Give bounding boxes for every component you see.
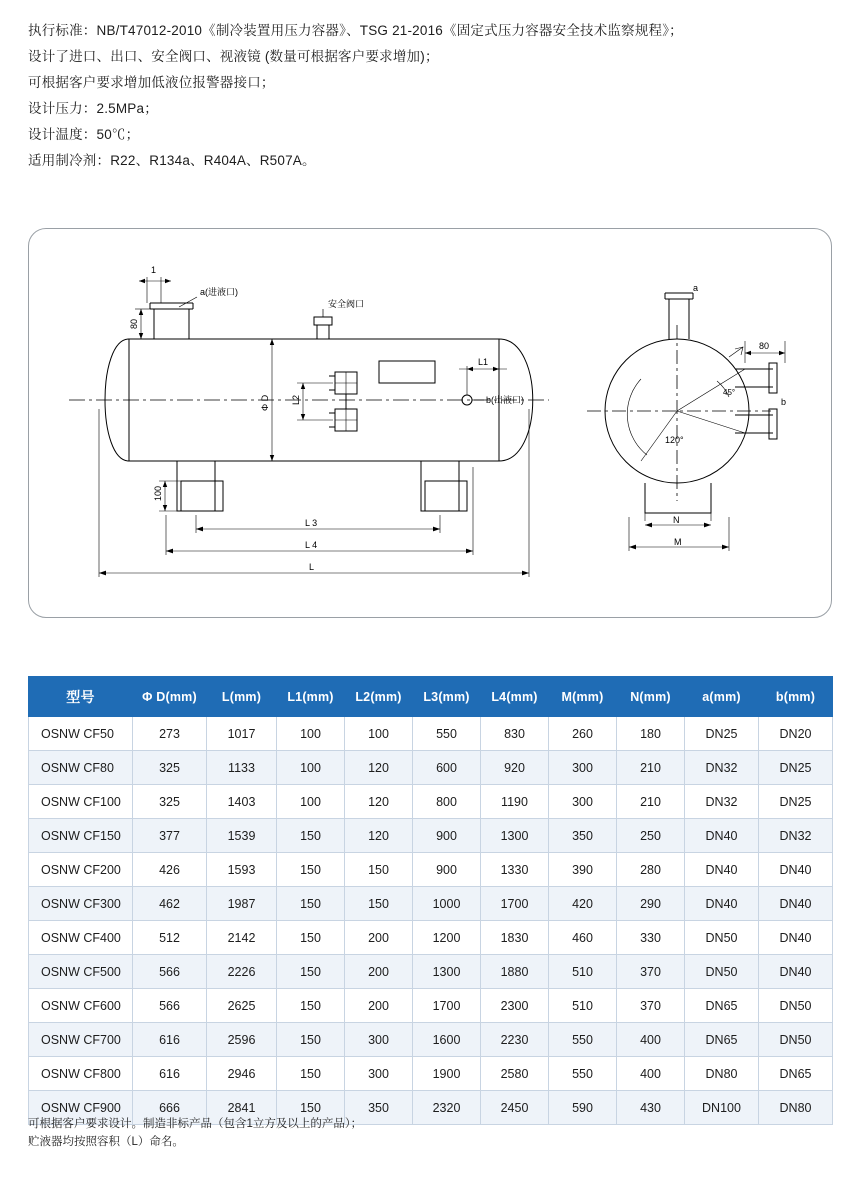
table-header-cell: L3(mm) bbox=[413, 677, 481, 717]
table-cell: DN50 bbox=[759, 1023, 833, 1057]
dim-label-l2: L2 bbox=[291, 394, 301, 405]
table-cell: 260 bbox=[549, 717, 617, 751]
specification-table bbox=[28, 676, 833, 1125]
table-cell: 100 bbox=[277, 717, 345, 751]
table-cell: 900 bbox=[413, 853, 481, 887]
table-header-cell: L(mm) bbox=[207, 677, 277, 717]
dim-label-m: M bbox=[674, 537, 682, 547]
table-cell-model: OSNW CF300 bbox=[29, 887, 133, 921]
table-row bbox=[29, 785, 833, 819]
table-cell: 250 bbox=[617, 819, 685, 853]
dim-label-l3: L 3 bbox=[305, 518, 318, 528]
table-cell: DN40 bbox=[685, 853, 759, 887]
table-cell: 1593 bbox=[207, 853, 277, 887]
table-cell: DN32 bbox=[759, 819, 833, 853]
table-cell: DN40 bbox=[759, 853, 833, 887]
table-header-cell: M(mm) bbox=[549, 677, 617, 717]
table-cell: 600 bbox=[413, 751, 481, 785]
table-cell: 120 bbox=[345, 819, 413, 853]
dim-label-80-left: 80 bbox=[129, 318, 139, 329]
table-row bbox=[29, 717, 833, 751]
table-cell: DN25 bbox=[759, 785, 833, 819]
table-cell: 900 bbox=[413, 819, 481, 853]
table-row bbox=[29, 921, 833, 955]
table-row bbox=[29, 1057, 833, 1091]
table-cell: DN40 bbox=[759, 921, 833, 955]
table-row bbox=[29, 887, 833, 921]
table-cell: 1880 bbox=[481, 955, 549, 989]
table-cell: 300 bbox=[549, 751, 617, 785]
table-cell: 590 bbox=[549, 1091, 617, 1125]
table-cell: 400 bbox=[617, 1023, 685, 1057]
table-cell: 1330 bbox=[481, 853, 549, 887]
table-cell: 460 bbox=[549, 921, 617, 955]
table-cell: 370 bbox=[617, 989, 685, 1023]
table-cell: 2320 bbox=[413, 1091, 481, 1125]
table-cell: 1830 bbox=[481, 921, 549, 955]
table-cell: 800 bbox=[413, 785, 481, 819]
table-header-cell: L2(mm) bbox=[345, 677, 413, 717]
table-cell: 2596 bbox=[207, 1023, 277, 1057]
table-cell: DN32 bbox=[685, 785, 759, 819]
table-cell: 2226 bbox=[207, 955, 277, 989]
table-cell: DN20 bbox=[759, 717, 833, 751]
table-cell: 210 bbox=[617, 751, 685, 785]
table-cell: 120 bbox=[345, 785, 413, 819]
dim-label-l1: L1 bbox=[478, 357, 489, 367]
table-cell: 100 bbox=[277, 751, 345, 785]
table-cell: DN65 bbox=[759, 1057, 833, 1091]
table-row bbox=[29, 955, 833, 989]
spec-line: 设计温度：50℃； bbox=[28, 127, 140, 142]
table-cell: 1900 bbox=[413, 1057, 481, 1091]
table-cell-model: OSNW CF400 bbox=[29, 921, 133, 955]
table-cell: 273 bbox=[133, 717, 207, 751]
table-cell: 920 bbox=[481, 751, 549, 785]
table-cell: 616 bbox=[133, 1023, 207, 1057]
table-header-cell: L4(mm) bbox=[481, 677, 549, 717]
table-cell: DN80 bbox=[685, 1057, 759, 1091]
table-cell: 2300 bbox=[481, 989, 549, 1023]
table-cell: DN50 bbox=[759, 989, 833, 1023]
table-cell: 150 bbox=[277, 1057, 345, 1091]
table-cell: 210 bbox=[617, 785, 685, 819]
table-cell: 350 bbox=[549, 819, 617, 853]
table-header-row bbox=[29, 677, 833, 717]
table-cell: 150 bbox=[277, 853, 345, 887]
table-cell: 325 bbox=[133, 751, 207, 785]
table-cell-model: OSNW CF150 bbox=[29, 819, 133, 853]
table-cell: 1600 bbox=[413, 1023, 481, 1057]
table-cell: DN50 bbox=[685, 921, 759, 955]
table-cell: 2946 bbox=[207, 1057, 277, 1091]
table-cell: 390 bbox=[549, 853, 617, 887]
table-cell: 400 bbox=[617, 1057, 685, 1091]
spec-line: 可根据客户要求增加低液位报警器接口； bbox=[28, 75, 275, 90]
table-cell-model: OSNW CF600 bbox=[29, 989, 133, 1023]
table-cell: 830 bbox=[481, 717, 549, 751]
table-cell: 566 bbox=[133, 955, 207, 989]
table-cell: 150 bbox=[277, 1023, 345, 1057]
technical-drawing-panel bbox=[28, 228, 832, 618]
specification-table-wrap bbox=[28, 676, 832, 1125]
table-row bbox=[29, 751, 833, 785]
table-cell: 350 bbox=[345, 1091, 413, 1125]
table-cell: 325 bbox=[133, 785, 207, 819]
table-cell: 510 bbox=[549, 955, 617, 989]
table-cell: DN25 bbox=[685, 717, 759, 751]
table-cell: 1017 bbox=[207, 717, 277, 751]
table-header-cell: 型号 bbox=[29, 677, 133, 717]
table-cell: 1300 bbox=[481, 819, 549, 853]
table-cell: 1300 bbox=[413, 955, 481, 989]
table-header-cell: L1(mm) bbox=[277, 677, 345, 717]
table-cell: DN25 bbox=[759, 751, 833, 785]
table-cell-model: OSNW CF700 bbox=[29, 1023, 133, 1057]
table-cell: 616 bbox=[133, 1057, 207, 1091]
outlet-label: b(出液口) bbox=[486, 395, 524, 405]
table-cell: 100 bbox=[345, 717, 413, 751]
table-cell: DN40 bbox=[685, 819, 759, 853]
table-cell: 462 bbox=[133, 887, 207, 921]
table-cell: 200 bbox=[345, 955, 413, 989]
table-cell: 200 bbox=[345, 921, 413, 955]
table-cell: 150 bbox=[277, 989, 345, 1023]
table-cell: 1403 bbox=[207, 785, 277, 819]
table-cell: 280 bbox=[617, 853, 685, 887]
spec-line: 执行标准：NB/T47012-2010《制冷装置用压力容器》、TSG 21-2016《固定式压力容器安全技术监察规程》； bbox=[28, 23, 683, 38]
vessel-drawing-svg bbox=[29, 229, 831, 617]
table-cell: 510 bbox=[549, 989, 617, 1023]
table-cell: 430 bbox=[617, 1091, 685, 1125]
table-cell: DN40 bbox=[685, 887, 759, 921]
footer-note-line: 贮液器均按照容积（L）命名。 bbox=[28, 1136, 184, 1148]
table-row bbox=[29, 1023, 833, 1057]
table-cell: 150 bbox=[345, 853, 413, 887]
table-cell: 290 bbox=[617, 887, 685, 921]
table-cell: DN32 bbox=[685, 751, 759, 785]
table-cell: 150 bbox=[277, 887, 345, 921]
table-cell: 2841 bbox=[207, 1091, 277, 1125]
table-cell: 2230 bbox=[481, 1023, 549, 1057]
table-cell: DN65 bbox=[685, 989, 759, 1023]
table-header-cell: Φ D(mm) bbox=[133, 677, 207, 717]
dim-label-phi-d: Φ D bbox=[260, 394, 270, 411]
table-cell: 150 bbox=[277, 955, 345, 989]
table-cell: 550 bbox=[413, 717, 481, 751]
table-cell: 1000 bbox=[413, 887, 481, 921]
angle-120-label: 120° bbox=[665, 435, 684, 445]
table-cell-model: OSNW CF100 bbox=[29, 785, 133, 819]
table-cell: 150 bbox=[277, 921, 345, 955]
footer-note-line: 可根据客户要求设计。制造非标产品（包含1立方及以上的产品）； bbox=[28, 1118, 363, 1130]
table-cell: DN80 bbox=[759, 1091, 833, 1125]
table-cell-model: OSNW CF50 bbox=[29, 717, 133, 751]
table-cell: DN50 bbox=[685, 955, 759, 989]
table-cell: 2625 bbox=[207, 989, 277, 1023]
table-cell: 550 bbox=[549, 1057, 617, 1091]
table-row bbox=[29, 989, 833, 1023]
table-header-cell: a(mm) bbox=[685, 677, 759, 717]
table-cell: 566 bbox=[133, 989, 207, 1023]
table-cell: 377 bbox=[133, 819, 207, 853]
inlet-label: a(进液口) bbox=[200, 287, 238, 297]
table-cell: 2142 bbox=[207, 921, 277, 955]
table-cell: 370 bbox=[617, 955, 685, 989]
dim-label-1: 1 bbox=[151, 265, 157, 275]
table-header-cell: b(mm) bbox=[759, 677, 833, 717]
table-cell: 1190 bbox=[481, 785, 549, 819]
table-cell: 300 bbox=[345, 1023, 413, 1057]
table-row bbox=[29, 819, 833, 853]
table-cell: 1539 bbox=[207, 819, 277, 853]
table-cell: 150 bbox=[345, 887, 413, 921]
table-cell: 150 bbox=[277, 819, 345, 853]
mark-a-label: a bbox=[693, 283, 699, 293]
dim-label-l: L bbox=[309, 562, 315, 572]
table-cell-model: OSNW CF500 bbox=[29, 955, 133, 989]
table-cell: DN40 bbox=[759, 955, 833, 989]
spec-line: 设计了进口、出口、安全阀口、视液镜 (数量可根据客户要求增加)； bbox=[28, 49, 439, 64]
table-cell: 512 bbox=[133, 921, 207, 955]
table-cell: 666 bbox=[133, 1091, 207, 1125]
table-cell: 1700 bbox=[481, 887, 549, 921]
table-cell-model: OSNW CF80 bbox=[29, 751, 133, 785]
table-cell: 180 bbox=[617, 717, 685, 751]
table-cell: DN65 bbox=[685, 1023, 759, 1057]
angle-45-label: 45° bbox=[723, 388, 736, 397]
dim-label-80-right: 80 bbox=[759, 341, 770, 351]
table-cell: 120 bbox=[345, 751, 413, 785]
table-cell: 1700 bbox=[413, 989, 481, 1023]
table-cell: 200 bbox=[345, 989, 413, 1023]
footer-note bbox=[28, 1115, 828, 1151]
table-row bbox=[29, 853, 833, 887]
table-cell-model: OSNW CF900 bbox=[29, 1091, 133, 1125]
table-cell: 420 bbox=[549, 887, 617, 921]
table-cell: DN40 bbox=[759, 887, 833, 921]
table-header-cell: N(mm) bbox=[617, 677, 685, 717]
table-cell: 300 bbox=[549, 785, 617, 819]
dim-label-100: 100 bbox=[153, 485, 163, 501]
table-cell: 2580 bbox=[481, 1057, 549, 1091]
spec-line: 适用制冷剂：R22、R134a、R404A、R507A。 bbox=[28, 153, 316, 168]
spec-line: 设计压力：2.5MPa； bbox=[28, 101, 158, 116]
table-cell: 330 bbox=[617, 921, 685, 955]
table-cell: 1200 bbox=[413, 921, 481, 955]
table-cell: 150 bbox=[277, 1091, 345, 1125]
table-cell: 426 bbox=[133, 853, 207, 887]
table-cell: 2450 bbox=[481, 1091, 549, 1125]
table-cell: 1987 bbox=[207, 887, 277, 921]
mark-b-label: b bbox=[781, 397, 787, 407]
table-cell: 100 bbox=[277, 785, 345, 819]
table-cell: 550 bbox=[549, 1023, 617, 1057]
dim-label-l4: L 4 bbox=[305, 540, 318, 550]
table-cell: 300 bbox=[345, 1057, 413, 1091]
safety-valve-label: 安全阀口 bbox=[328, 299, 365, 309]
table-cell: DN100 bbox=[685, 1091, 759, 1125]
specification-text-block bbox=[28, 18, 828, 174]
dim-label-n: N bbox=[673, 515, 680, 525]
table-cell-model: OSNW CF800 bbox=[29, 1057, 133, 1091]
table-cell: 1133 bbox=[207, 751, 277, 785]
table-cell-model: OSNW CF200 bbox=[29, 853, 133, 887]
